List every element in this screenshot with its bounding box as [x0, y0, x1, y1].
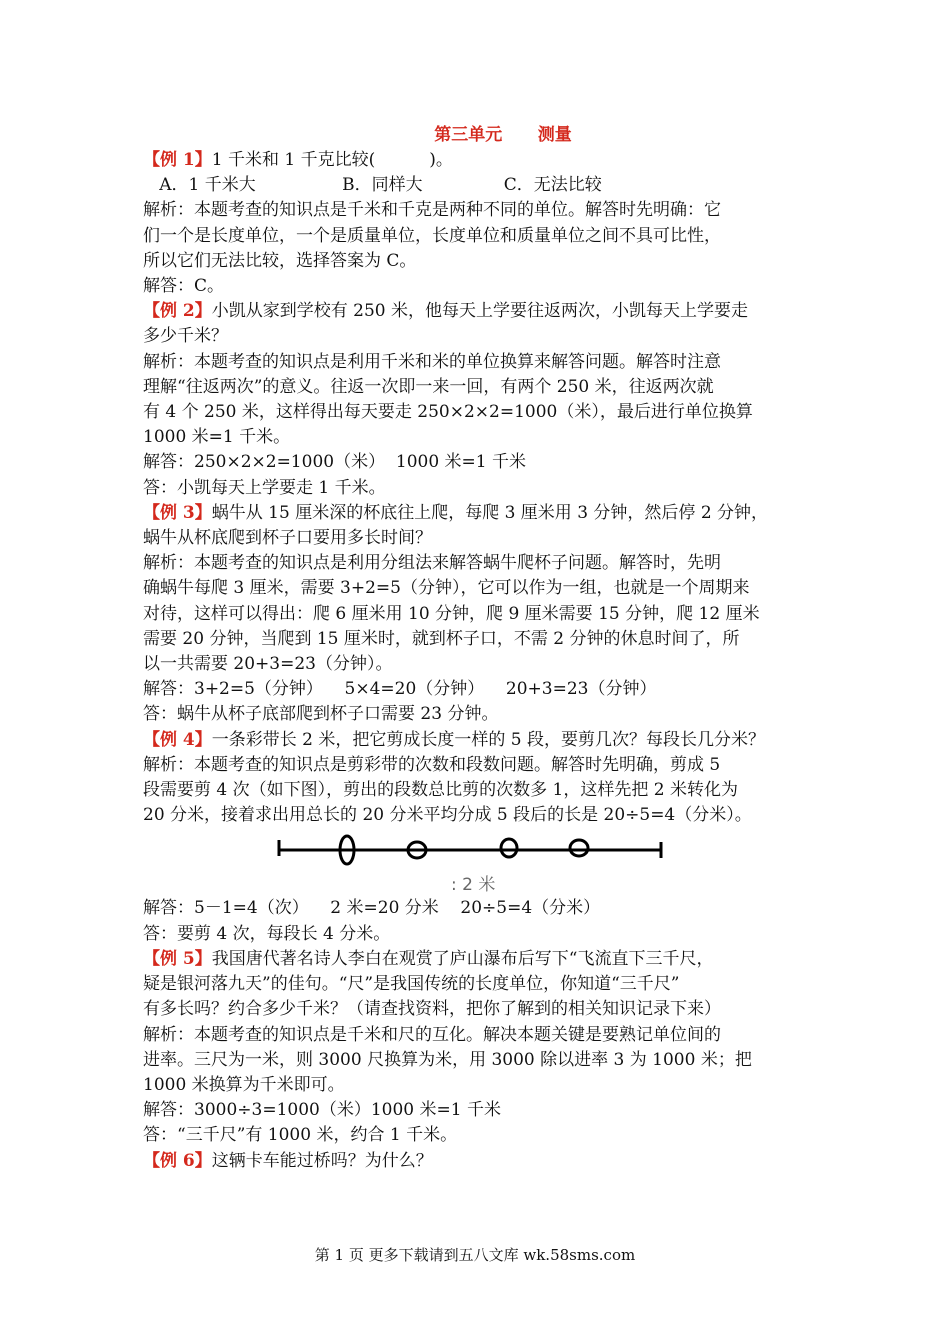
example-3-answer: 解答：3+2=5（分钟） 5×4=20（分钟） 20+3=23（分钟）: [143, 679, 657, 700]
example-3-analysis-line: 需要 20 分钟，当爬到 15 厘米时，就到杯子口，不需 2 分钟的休息时间了，所: [143, 628, 740, 649]
example-2-analysis-line: 解析：本题考查的知识点是利用千米和米的单位换算来解答问题。解答时注意: [143, 351, 721, 372]
example-2-question: 【例 2】小凯从家到学校有 250 米，他每天上学要往返两次，小凯每天上学要走: [143, 301, 749, 322]
example-2-analysis-line: 理解“往返两次”的意义。往返一次即一来一回，有两个 250 米，往返两次就: [143, 376, 714, 397]
example-1-options: A．1 千米大 B．同样大 C．无法比较: [143, 175, 602, 196]
example-1-analysis-line: 所以它们无法比较，选择答案为 C。: [143, 250, 417, 271]
example-6-label: 【例 6】: [143, 1150, 212, 1171]
example-4-question: 【例 4】一条彩带长 2 米，把它剪成长度一样的 5 段，要剪几次？每段长几分米？: [143, 729, 765, 750]
example-2-reply: 答：小凯每天上学要走 1 千米。: [143, 477, 386, 498]
example-2-question-cont: 多少千米？: [143, 326, 228, 347]
ribbon-diagram: [273, 830, 673, 870]
example-2-analysis-line: 有 4 个 250 米，这样得出每天要走 250×2×2=1000（米），最后进行单位换算: [143, 402, 753, 423]
example-4-analysis-line: 段需要剪 4 次（如下图），剪出的段数总比剪的次数多 1，这样先把 2 米转化为: [143, 780, 738, 801]
example-3-analysis-line: 确蜗牛每爬 3 厘米，需要 3+2=5（分钟），它可以作为一组，也就是一个周期来: [143, 578, 750, 599]
example-3-label: 【例 3】: [143, 502, 212, 523]
example-5-question-cont: 有多长吗？约合多少千米？（请查找资料，把你了解到的相关知识记录下来）: [143, 999, 721, 1020]
example-1-answer: 解答：C。: [143, 276, 225, 297]
document-page: [143, 122, 823, 1174]
page-footer: 第 1 页 更多下载请到五八文库 wk.58sms.com: [314, 1246, 636, 1264]
example-3-analysis-line: 以一共需要 20+3=23（分钟）。: [143, 654, 393, 675]
example-5-reply: 答：“三千尺”有 1000 米，约合 1 千米。: [143, 1125, 458, 1146]
example-4-answer: 解答：5－1=4（次） 2 米=20 分米 20÷5=4（分米）: [143, 898, 601, 919]
example-5-question-cont: 疑是银河落九天”的佳句。“尺”是我国传统的长度单位，你知道“三千尺”: [143, 974, 680, 995]
example-5-analysis-line: 进率。三尺为一米，则 3000 尺换算为米，用 3000 除以进率 3 为 1000 米；把: [143, 1049, 752, 1070]
example-5-label: 【例 5】: [143, 948, 212, 969]
example-2-answer: 解答：250×2×2=1000（米） 1000 米=1 千米: [143, 452, 527, 473]
example-5-answer: 解答：3000÷3=1000（米）1000 米=1 千米: [143, 1100, 501, 1121]
example-1-label: 【例 1】: [143, 150, 212, 170]
example-5-analysis-line: 1000 米换算为千米即可。: [143, 1074, 345, 1095]
example-4-label: 【例 4】: [143, 729, 212, 750]
example-4-reply: 答：要剪 4 次，每段长 4 分米。: [143, 923, 391, 944]
example-2-label: 【例 2】: [143, 301, 212, 322]
example-2-analysis-line: 1000 米=1 千米。: [143, 427, 291, 448]
example-3-reply: 答：蜗牛从杯子底部爬到杯子口需要 23 分钟。: [143, 704, 499, 725]
example-3-analysis-line: 对待，这样可以得出：爬 6 厘米用 10 分钟，爬 9 厘米需要 15 分钟，爬 12 厘米: [143, 603, 760, 624]
ribbon-cut-figure: [143, 830, 823, 896]
example-3-question: 【例 3】蜗牛从 15 厘米深的杯底往上爬，每爬 3 厘米用 3 分钟，然后停 2 分钟，: [143, 502, 769, 523]
example-5-question: 【例 5】我国唐代著名诗人李白在观赏了庐山瀑布后写下“飞流直下三千尺，: [143, 948, 714, 969]
cut-mark-3: [501, 839, 517, 857]
figure-caption: : 2 米: [451, 875, 496, 896]
example-4-analysis-line: 解析：本题考查的知识点是剪彩带的次数和段数问题。解答时先明确，剪成 5: [143, 754, 721, 775]
unit-title: 第三单元 测量: [434, 125, 572, 145]
example-6-question: 【例 6】这辆卡车能过桥吗？为什么？: [143, 1150, 433, 1171]
example-3-analysis-line: 解析：本题考查的知识点是利用分组法来解答蜗牛爬杯子问题。解答时，先明: [143, 553, 721, 574]
example-1-analysis-line: 们一个是长度单位，一个是质量单位，长度单位和质量单位之间不具可比性，: [143, 225, 721, 246]
example-1-question: 【例 1】1 千米和 1 千克比较( )。: [143, 150, 453, 170]
example-5-analysis-line: 解析：本题考查的知识点是千米和尺的互化。解决本题关键是要熟记单位间的: [143, 1024, 721, 1045]
cut-mark-4: [570, 840, 588, 856]
example-1-analysis-line: 解析：本题考查的知识点是千米和千克是两种不同的单位。解答时先明确：它: [143, 200, 721, 221]
example-3-question-cont: 蜗牛从杯底爬到杯子口要用多长时间？: [143, 528, 432, 549]
example-4-analysis-line: 20 分米，接着求出用总长的 20 分米平均分成 5 段后的长是 20÷5=4（分米）。: [143, 805, 752, 826]
